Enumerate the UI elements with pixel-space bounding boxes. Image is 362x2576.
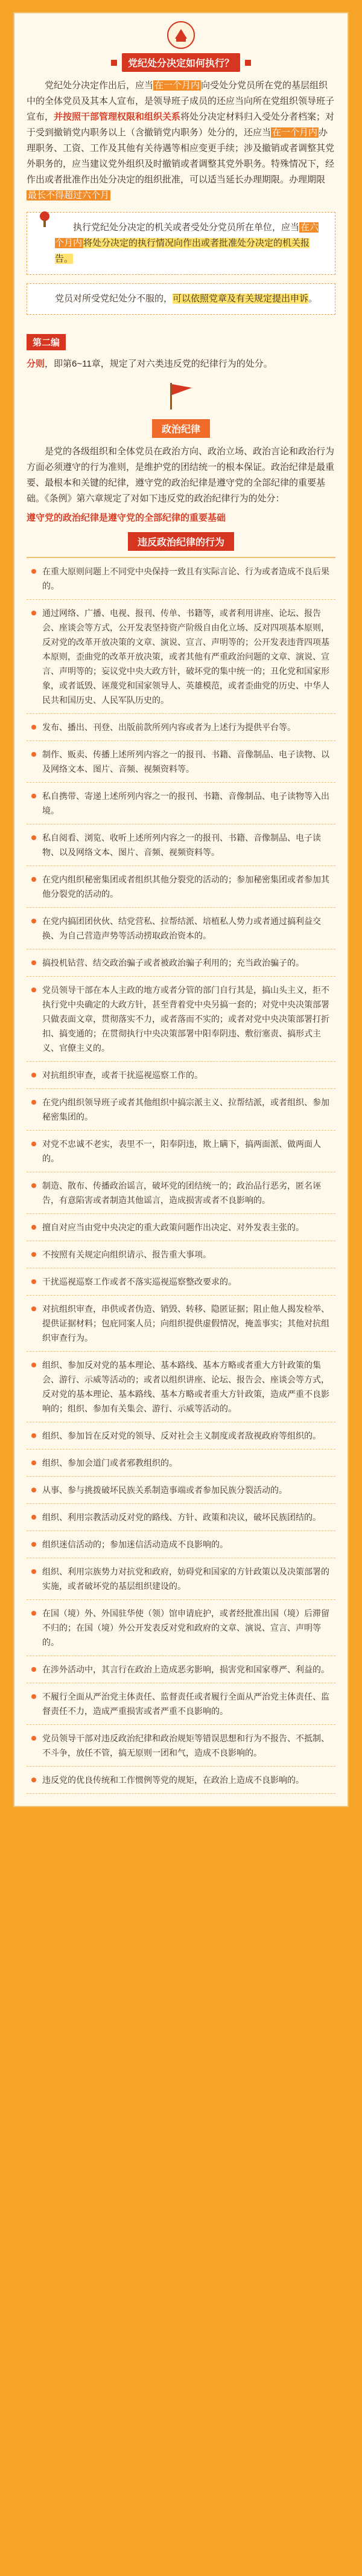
list-item-text: 组织、参加反对党的基本理论、基本路线、基本方略或者重大方针政策的集会、游行、示威等活动的；或者以组织讲座、论坛、报告会、座谈会等方式，反对党的基本理论、基本路线、基本方略或者重大方针政策，造成严重不良影响的；组织、参加有关集会、游行、示威等活动的。 <box>42 1360 329 1413</box>
list-item <box>27 1656 335 1683</box>
pol-highlight <box>27 510 335 526</box>
appeal-box <box>27 283 335 315</box>
list-item <box>27 1477 335 1504</box>
p2-a: 执行党纪处分决定的机关或者受处分党员所在单位，应当 <box>73 222 300 233</box>
list-item <box>27 908 335 949</box>
bullet-icon <box>31 1542 36 1547</box>
bullet-icon <box>31 752 36 757</box>
bullet-icon <box>31 1252 36 1257</box>
p1-b: 在一个月内 <box>154 80 200 91</box>
list-item <box>27 558 335 600</box>
bullet-icon <box>31 835 36 840</box>
bullet-icon <box>31 1778 36 1782</box>
list-item <box>27 1214 335 1241</box>
list-item-text: 发布、播出、刊登、出版前款所列内容或者为上述行为提供平台等。 <box>42 722 296 732</box>
question-label: 党纪处分决定如何执行？ <box>122 53 240 72</box>
list-item-text: 在党内搞团团伙伙、结党营私、拉帮结派、培植私人势力或者通过搞利益交换、为自己营造声势等活动捞取政治资本的。 <box>42 916 321 940</box>
p1-h: 最长不得超过六个月 <box>28 190 110 201</box>
list-item-text: 搞投机钻营、结交政治骗子或者被政治骗子利用的；充当政治骗子的。 <box>42 958 304 968</box>
bullet-icon <box>31 1225 36 1230</box>
list-item <box>27 1531 335 1558</box>
bullet-icon <box>31 725 36 730</box>
list-item <box>27 1241 335 1268</box>
list-item-text: 从事、参与挑拨破坏民族关系制造事端或者参加民族分裂活动的。 <box>42 1485 287 1495</box>
p3-c: 。 <box>308 294 318 304</box>
list-item-text: 党员领导干部对违反政治纪律和政治规矩等错误思想和行为不报告、不抵制、不斗争，放任不管，搞无原则一团和气，造成不良影响的。 <box>42 1733 329 1758</box>
violation-title-label: 违反政治纪律的行为 <box>128 532 234 551</box>
pin-icon <box>34 209 55 230</box>
list-item <box>27 1558 335 1600</box>
list-item <box>27 783 335 824</box>
list-item-text: 对党不忠诚不老实，表里不一，阳奉阴违，欺上瞒下，搞两面派、做两面人的。 <box>42 1139 321 1163</box>
list-item <box>27 1131 335 1172</box>
section-tag: 第二编 <box>27 334 66 350</box>
bullet-icon <box>31 1073 36 1078</box>
bullet-icon <box>31 1142 36 1146</box>
list-item-text: 擅自对应当由党中央决定的重大政策问题作出决定、对外发表主张的。 <box>42 1222 304 1232</box>
list-item <box>27 1767 335 1794</box>
bullet-icon <box>31 1694 36 1699</box>
bullet-icon <box>31 1100 36 1105</box>
bullet-icon <box>31 1279 36 1284</box>
p1-d: 并按照干部管理权限和组织关系 <box>54 112 181 122</box>
list-item <box>27 1504 335 1531</box>
party-emblem-icon <box>167 21 195 50</box>
list-item <box>27 866 335 908</box>
question-title <box>14 53 348 72</box>
list-item <box>27 949 335 977</box>
p3-a: 党员对所受党纪处分不服的， <box>55 294 173 304</box>
list-item-text: 组织、参加旨在反对党的领导、反对社会主义制度或者敌视政府等组织的。 <box>42 1431 321 1441</box>
p2-c: 将处分决定的执行情况向作出或者批准处分决定的机关报告。 <box>55 238 310 264</box>
list-item-text: 在党内组织领导班子或者其他组织中搞宗派主义、拉帮结派，或者组织、参加秘密集团的。 <box>42 1097 329 1122</box>
p3-b: 可以依照党章及有关规定提出申诉 <box>173 294 309 304</box>
pol-intro: 是党的各级组织和全体党员在政治方向、政治立场、政治言论和政治行为方面必须遵守的行为准则，是维护党的团结统一的根本保证。政治纪律是最重要、最根本和关键的纪律，遵守党的政治纪律是遵守党的全部纪律的重要基础。《条例》第六章规定了对如下违反党的政治纪律行为的处分： <box>27 446 335 504</box>
bullet-icon <box>31 1611 36 1616</box>
p1-a: 党纪处分决定作出后，应当 <box>45 80 154 91</box>
list-item <box>27 741 335 783</box>
report-box <box>27 212 335 275</box>
list-item <box>27 824 335 866</box>
political-intro <box>27 444 335 507</box>
list-item <box>27 1725 335 1767</box>
list-item-text: 在涉外活动中，其言行在政治上造成恶劣影响，损害党和国家尊严、利益的。 <box>42 1665 329 1674</box>
list-item-text: 组织迷信活动的；参加迷信活动造成不良影响的。 <box>42 1540 228 1549</box>
bullet-icon <box>31 1736 36 1741</box>
bullet-icon <box>31 611 36 615</box>
p1-f: 在一个月内 <box>272 127 318 138</box>
violation-title <box>14 532 348 551</box>
bullet-icon <box>31 1667 36 1672</box>
list-item <box>27 1296 335 1352</box>
list-item <box>27 1352 335 1422</box>
pol-hl: 遵守党的政治纪律是遵守党的全部纪律的重要基础 <box>27 513 226 523</box>
sec-a: 分则 <box>27 359 45 369</box>
list-item-text: 在国（境）外、外国驻华使（领）馆申请庇护，或者经批准出国（境）后滞留不归的；在国（境）外公开发表反对党和政府的文章、演说、宣言、声明等的。 <box>42 1608 329 1647</box>
list-item <box>27 1172 335 1214</box>
bullet-icon <box>31 1460 36 1465</box>
section-desc <box>27 356 335 372</box>
list-item <box>27 1062 335 1089</box>
pol-title: 政治纪律 <box>152 419 210 438</box>
list-item-text: 不履行全面从严治党主体责任、监督责任或者履行全面从严治党主体责任、监督责任不力，造成严重损害或者严重不良影响的。 <box>42 1692 329 1716</box>
p1-g: 办理职务、工资、工作及其他有关待遇等相应变更手续；涉及撤销或者调整其党外职务的，应当建议党外组织及时撤销或者调整其党外职务。特殊情况下，经作出或者批准作出处分决定的组织批准，可以适当延长办理期限。办理期限 <box>27 127 335 185</box>
list-item <box>27 1683 335 1725</box>
list-item-text: 对抗组织审查，或者干扰巡视巡察工作的。 <box>42 1070 203 1080</box>
list-item <box>27 1600 335 1656</box>
p2-b: 在六个月内 <box>55 222 319 248</box>
political-discipline-title <box>14 419 348 438</box>
bullet-icon <box>31 1488 36 1492</box>
bullet-icon <box>31 569 36 574</box>
list-item <box>27 1450 335 1477</box>
p1-c: 向受处分党员所在党的基层组织中的全体党员及其本人宣布，是领导班子成员的还应当向所在党组织领导班子宣布， <box>27 80 335 122</box>
list-item-text: 党员领导干部在本人主政的地方或者分管的部门自行其是，搞山头主义，拒不执行党中央确定的大政方针，甚至背着党中央另搞一套的；对党中央决策部署只做表面文章，贯彻落实不力，或者落而不实的；或者对党中央决策部署打折扣、搞变通的；在贯彻执行中央决策部署中阳奉阴违、敷衍塞责、搞形式主义、官僚主义的。 <box>42 985 329 1053</box>
list-item-text: 私自携带、寄递上述所列内容之一的报刊、书籍、音像制品、电子读物等入出境。 <box>42 791 329 815</box>
list-item-text: 违反党的优良传统和工作惯例等党的规矩，在政治上造成不良影响的。 <box>42 1775 304 1785</box>
bullet-icon <box>31 794 36 798</box>
list-item-text: 制造、散布、传播政治谣言，破坏党的团结统一的；政治品行恶劣，匿名诬告，有意陷害或者制造其他谣言，造成损害或者不良影响的。 <box>42 1181 321 1205</box>
bullet-icon <box>31 1363 36 1367</box>
bullet-icon <box>31 1515 36 1520</box>
list-item <box>27 1422 335 1450</box>
bullet-icon <box>31 1183 36 1188</box>
list-item-text: 干扰巡视巡察工作或者不落实巡视巡察整改要求的。 <box>42 1277 237 1286</box>
list-item-text: 在党内组织秘密集团或者组织其他分裂党的活动的；参加秘密集团或者参加其他分裂党的活动的。 <box>42 875 329 899</box>
list-item-text: 在重大原则问题上不同党中央保持一致且有实际言论、行为或者造成不良后果的。 <box>42 567 329 591</box>
bullet-icon <box>31 1306 36 1311</box>
bullet-icon <box>31 1569 36 1574</box>
list-item <box>27 600 335 714</box>
bullet-icon <box>31 988 36 992</box>
list-item-text: 组织、参加会道门或者邪教组织的。 <box>42 1458 177 1468</box>
list-item-text: 不按照有关规定向组织请示、报告重大事项。 <box>42 1250 211 1259</box>
sec-b: ，即第6~11章，规定了对六类违反党的纪律行为的处分。 <box>45 359 273 369</box>
list-item-text: 私自阅看、浏览、收听上述所列内容之一的报刊、书籍、音像制品、电子读物、以及网络文本、图片、音频、视频资料等。 <box>42 833 321 857</box>
list-item-text: 通过网络、广播、电视、报刊、传单、书籍等，或者利用讲座、论坛、报告会、座谈会等方式，公开发表坚持资产阶级自由化立场、反对四项基本原则，反对党的改革开放决策的文章、演说、宣言、声明等的；公开发表违背四项基本原则，歪曲党的改革开放决策，或者其他有严重政治问题的文章、演说、宣言、声明等的；妄议党中央大政方针，破坏党的集中统一的；丑化党和国家形象，或者诋毁、诬蔑党和国家领导人、英雄模范，或者歪曲党的历史、中华人民共和国历史、人民军队历史的。 <box>42 608 329 705</box>
title-right-mark <box>245 60 251 66</box>
list-item-text: 组织、利用宗族势力对抗党和政府，妨碍党和国家的方针政策以及决策部署的实施，或者破坏党的基层组织建设的。 <box>42 1567 329 1591</box>
flag-icon <box>164 379 198 413</box>
bullet-icon <box>31 919 36 923</box>
bullet-icon <box>31 877 36 882</box>
violation-list <box>27 557 335 1794</box>
title-left-mark <box>111 60 117 66</box>
list-item-text: 组织、利用宗教活动反对党的路线、方针、政策和决议，破坏民族团结的。 <box>42 1512 321 1522</box>
list-item <box>27 714 335 741</box>
list-item-text: 对抗组织审查，串供或者伪造、销毁、转移、隐匿证据；阻止他人揭发检举、提供证据材料；包庇同案人员；向组织提供虚假情况，掩盖事实；其他对抗组织审查行为。 <box>42 1304 329 1343</box>
p1-e: 将处分决定材料归入受处分者档案；对于受到撤销党内职务以上（含撤销党内职务）处分的，还应当 <box>27 112 335 138</box>
content-card <box>13 12 349 1807</box>
list-item-text: 制作、贩卖、传播上述所列内容之一的报刊、书籍、音像制品、电子读物、以及网络文本、图片、音频、视频资料等。 <box>42 750 329 774</box>
bullet-icon <box>31 1433 36 1438</box>
list-item <box>27 1089 335 1131</box>
list-item <box>27 977 335 1062</box>
list-item <box>27 1268 335 1296</box>
paragraph-execution <box>27 78 335 204</box>
bullet-icon <box>31 960 36 965</box>
